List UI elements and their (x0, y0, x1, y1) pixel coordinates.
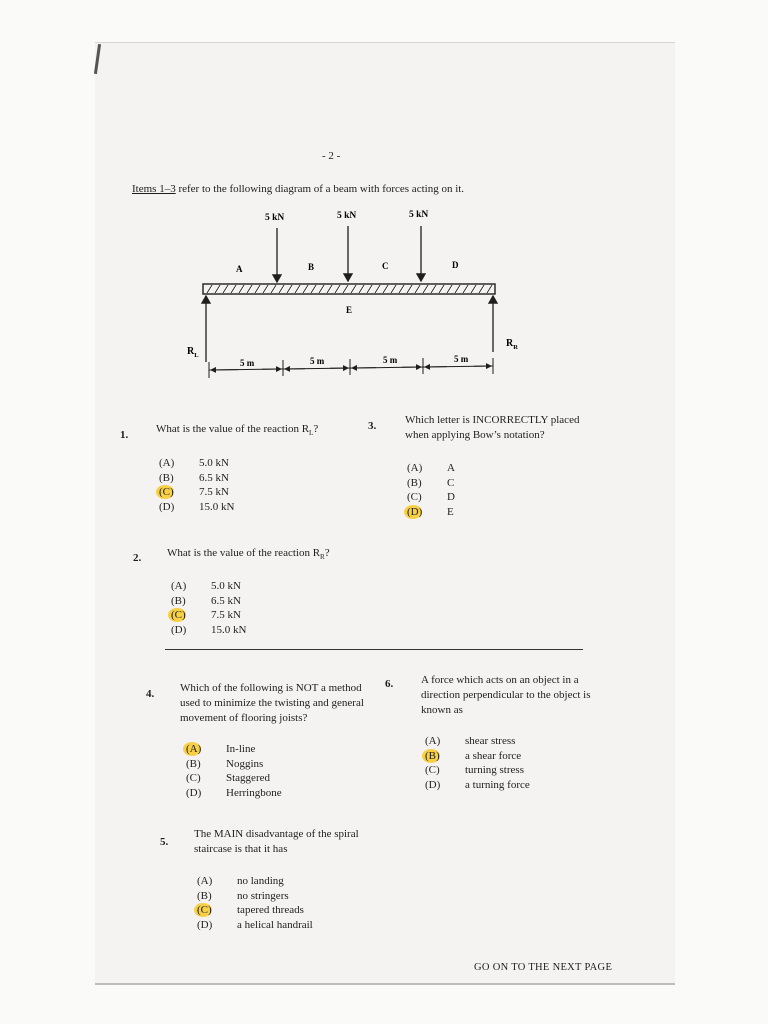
beam-diagram (0, 0, 768, 420)
page-footer: GO ON TO THE NEXT PAGE (474, 962, 613, 973)
span-label-2: 5 m (310, 356, 325, 366)
question-5-number: 5. (160, 836, 169, 848)
option-text: In-line (226, 743, 256, 755)
option-row (186, 786, 282, 801)
items-reference: Items 1–3 (132, 183, 176, 195)
question-1-options (159, 456, 234, 514)
option-row (186, 757, 282, 772)
option-text: 15.0 kN (199, 500, 235, 513)
question-1-text: What is the value of the reaction $R_L$? (156, 423, 319, 438)
space-letter-a: A (236, 264, 243, 274)
option-text: no landing (237, 875, 284, 887)
option-letter: (A) (159, 457, 175, 469)
option-row (425, 734, 530, 749)
intro-text: refer to the following diagram of a beam with forces acting on it. (175, 183, 465, 195)
option-letter: (B) (197, 889, 212, 902)
option-letter: (A) (171, 580, 187, 592)
option-row (407, 476, 455, 491)
option-text: shear stress (465, 735, 516, 747)
span-label-4: 5 m (454, 354, 469, 364)
option-text: no stringers (237, 889, 289, 902)
option-letter: (C) (171, 608, 211, 623)
option-text: Herringbone (226, 786, 282, 799)
question-4-number: 4. (146, 688, 155, 700)
option-letter: (B) (425, 749, 465, 764)
option-row (186, 742, 282, 757)
option-row (171, 594, 246, 609)
force-label-3: 5 kN (409, 210, 429, 220)
option-letter: (A) (197, 875, 213, 887)
option-letter: (D) (186, 786, 202, 799)
question-6-number: 6. (385, 678, 394, 690)
space-letter-d: D (452, 260, 459, 270)
span-label-3: 5 m (383, 355, 398, 365)
option-letter: (D) (407, 505, 447, 520)
option-row (197, 889, 313, 904)
option-letter: (C) (159, 485, 199, 500)
option-letter: (C) (425, 764, 440, 776)
question-6-options (425, 734, 530, 792)
option-text: E (447, 505, 454, 518)
option-letter: (A) (425, 735, 441, 747)
option-row (407, 461, 455, 476)
question-1-number: 1. (120, 429, 129, 441)
question-3-number: 3. (368, 420, 377, 432)
option-text: turning stress (465, 764, 524, 776)
option-text: D (447, 491, 455, 503)
option-text: 5.0 kN (199, 457, 229, 469)
space-letter-e: E (346, 305, 353, 315)
force-label-2: 5 kN (337, 211, 357, 221)
option-row (159, 485, 234, 500)
beam (203, 284, 495, 294)
option-row (407, 505, 455, 520)
option-row (171, 623, 246, 638)
right-reaction-label: $R_R$ (506, 338, 518, 351)
option-text: a shear force (465, 749, 522, 762)
question-4-options (186, 742, 282, 800)
option-text: a helical handrail (237, 918, 313, 931)
option-row (425, 778, 530, 793)
option-text: 5.0 kN (211, 580, 241, 592)
option-row (425, 763, 530, 778)
space-letter-b: B (308, 262, 315, 272)
option-text: 7.5 kN (211, 609, 241, 621)
option-row (197, 903, 313, 918)
page-number: - 2 - (322, 150, 341, 162)
option-letter: (D) (159, 500, 175, 513)
option-row (407, 490, 455, 505)
option-text: 7.5 kN (199, 486, 229, 498)
question-2-text: What is the value of the reaction $R_R$? (167, 547, 330, 562)
option-letter: (D) (171, 623, 187, 636)
option-row (171, 579, 246, 594)
option-letter: (C) (186, 772, 201, 784)
force-label-1: 5 kN (265, 213, 285, 223)
question-2-number: 2. (133, 552, 142, 564)
question-4-text: Which of the following is NOT a method used to minimize the twisting and general movement of flooring joists? (180, 682, 364, 724)
span-label-1: 5 m (240, 358, 255, 368)
option-row (171, 608, 246, 623)
option-text: C (447, 476, 455, 489)
question-5-text: The MAIN disadvantage of the spiral staircase is that it has (194, 828, 359, 855)
space-letter-c: C (382, 261, 389, 271)
question-3-text: Which letter is INCORRECTLY placed when applying Bow’s notation? (405, 414, 580, 441)
option-letter: (B) (186, 757, 201, 770)
left-reaction-label: $R_L$ (187, 346, 199, 359)
option-row (159, 456, 234, 471)
option-text: 6.5 kN (199, 471, 229, 484)
option-letter: (B) (171, 594, 186, 607)
option-letter: (B) (159, 471, 174, 484)
option-text: a turning force (465, 778, 530, 791)
question-6-text: A force which acts on an object in a direction perpendicular to the object is known as (421, 674, 591, 716)
option-letter: (C) (197, 903, 237, 918)
option-letter: (D) (197, 918, 213, 931)
question-5-options (197, 874, 313, 932)
option-row (425, 749, 530, 764)
question-2-options (171, 579, 246, 637)
option-letter: (A) (186, 742, 226, 757)
option-letter: (A) (407, 462, 423, 474)
option-text: Staggered (226, 772, 270, 784)
option-row (159, 471, 234, 486)
option-row (186, 771, 282, 786)
option-row (159, 500, 234, 515)
option-text: 6.5 kN (211, 594, 241, 607)
option-row (197, 918, 313, 933)
option-row (197, 874, 313, 889)
option-letter: (D) (425, 778, 441, 791)
option-text: tapered threads (237, 904, 304, 916)
option-letter: (B) (407, 476, 422, 489)
option-text: 15.0 kN (211, 623, 247, 636)
option-letter: (C) (407, 491, 422, 503)
option-text: A (447, 462, 455, 474)
question-3-options (407, 461, 455, 519)
option-text: Noggins (226, 757, 264, 770)
section-divider (165, 649, 583, 650)
